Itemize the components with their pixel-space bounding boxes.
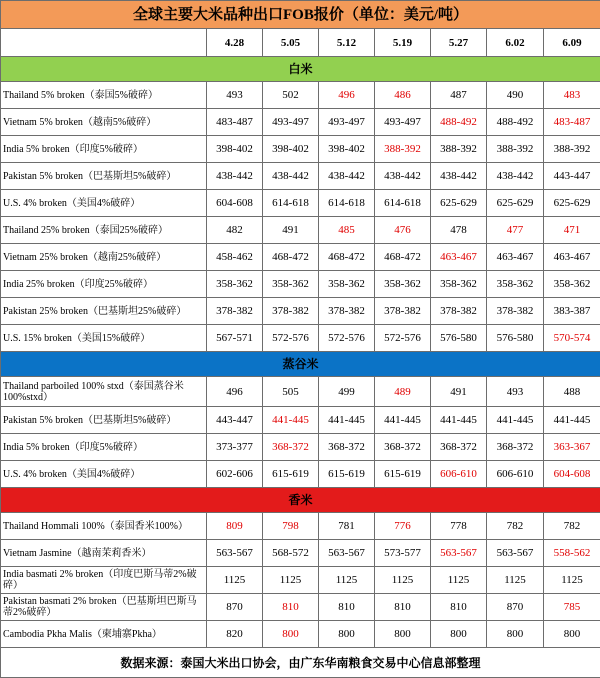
price-cell: 441-445 [544,407,600,434]
section-title: 香米 [1,488,600,513]
price-cell: 1125 [207,567,263,594]
price-cell: 800 [544,621,600,648]
price-cell: 563-567 [207,540,263,567]
price-cell: 496 [207,377,263,407]
price-cell: 378-382 [319,298,375,325]
price-cell: 563-567 [487,540,544,567]
rice-variety-label: Vietnam 25% broken（越南25%破碎） [1,244,207,271]
price-cell: 368-372 [263,434,319,461]
price-cell: 486 [375,82,431,109]
table-row [1,190,600,217]
section-title: 蒸谷米 [1,352,600,377]
price-cell: 810 [263,594,319,621]
date-header: 6.09 [544,29,600,57]
price-cell: 502 [263,82,319,109]
price-cell: 870 [207,594,263,621]
price-cell: 358-362 [263,271,319,298]
price-cell: 820 [207,621,263,648]
price-cell: 604-608 [207,190,263,217]
price-cell: 398-402 [207,136,263,163]
price-cell: 782 [487,513,544,540]
price-cell: 493-497 [319,109,375,136]
rice-variety-label: Pakistan 5% broken（巴基斯坦5%破碎） [1,163,207,190]
price-cell: 438-442 [319,163,375,190]
price-cell: 570-574 [544,325,600,352]
rice-variety-label: Pakistan 25% broken（巴基斯坦25%破碎） [1,298,207,325]
rice-variety-label: Thailand Hommali 100%（泰国香米100%） [1,513,207,540]
price-cell: 1125 [319,567,375,594]
table-title: 全球主要大米品种出口FOB报价（单位：美元/吨） [1,1,600,29]
price-cell: 1125 [544,567,600,594]
price-cell: 800 [487,621,544,648]
rice-variety-label: Thailand 25% broken（泰国25%破碎） [1,217,207,244]
price-cell: 1125 [487,567,544,594]
price-cell: 568-572 [263,540,319,567]
price-cell: 458-462 [207,244,263,271]
price-cell: 443-447 [544,163,600,190]
price-cell: 496 [319,82,375,109]
price-cell: 358-362 [319,271,375,298]
table-row [1,513,600,540]
price-cell: 358-362 [431,271,487,298]
price-cell: 468-472 [263,244,319,271]
price-cell: 358-362 [207,271,263,298]
price-cell: 1125 [431,567,487,594]
price-cell: 1125 [375,567,431,594]
price-cell: 499 [319,377,375,407]
price-cell: 1125 [263,567,319,594]
rice-variety-label: Pakistan basmati 2% broken（巴基斯坦巴斯马蒂2%破碎） [1,594,207,621]
price-cell: 441-445 [263,407,319,434]
table-row [1,461,600,488]
price-cell: 388-392 [375,136,431,163]
date-header: 5.12 [319,29,375,57]
price-cell: 572-576 [375,325,431,352]
price-cell: 441-445 [431,407,487,434]
price-cell: 614-618 [375,190,431,217]
price-cell: 810 [375,594,431,621]
price-cell: 483 [544,82,600,109]
date-header: 6.02 [487,29,544,57]
price-cell: 398-402 [263,136,319,163]
price-cell: 388-392 [544,136,600,163]
date-header: 5.27 [431,29,487,57]
price-cell: 778 [431,513,487,540]
table-row [1,109,600,136]
price-cell: 463-467 [487,244,544,271]
rice-variety-label: India 5% broken（印度5%破碎） [1,434,207,461]
section-title: 白米 [1,57,600,82]
price-cell: 463-467 [544,244,600,271]
date-header: 5.19 [375,29,431,57]
price-cell: 463-467 [431,244,487,271]
price-cell: 487 [431,82,487,109]
price-cell: 368-372 [487,434,544,461]
section-header-row [1,488,600,513]
price-cell: 438-442 [431,163,487,190]
price-cell: 602-606 [207,461,263,488]
rice-variety-label: Vietnam 5% broken（越南5%破碎） [1,109,207,136]
price-cell: 358-362 [375,271,431,298]
price-cell: 615-619 [375,461,431,488]
rice-variety-label: India 25% broken（印度25%破碎） [1,271,207,298]
rice-variety-label: Thailand parboiled 100% stxd（泰国蒸谷米100%stxd） [1,377,207,407]
price-cell: 363-367 [544,434,600,461]
rice-variety-label: India basmati 2% broken（印度巴斯马蒂2%破碎） [1,567,207,594]
price-cell: 368-372 [375,434,431,461]
price-cell: 604-608 [544,461,600,488]
price-cell: 558-562 [544,540,600,567]
table-row [1,621,600,648]
price-cell: 798 [263,513,319,540]
price-cell: 441-445 [375,407,431,434]
price-cell: 572-576 [319,325,375,352]
price-cell: 398-402 [319,136,375,163]
price-cell: 785 [544,594,600,621]
price-cell: 870 [487,594,544,621]
price-cell: 615-619 [263,461,319,488]
price-cell: 576-580 [487,325,544,352]
price-cell: 438-442 [487,163,544,190]
rice-variety-label: Cambodia Pkha Malis（柬埔寨Pkha） [1,621,207,648]
price-cell: 488-492 [487,109,544,136]
price-cell: 373-377 [207,434,263,461]
table-row [1,407,600,434]
price-cell: 809 [207,513,263,540]
table-row [1,163,600,190]
table-row [1,271,600,298]
price-cell: 378-382 [375,298,431,325]
price-cell: 800 [319,621,375,648]
price-cell: 505 [263,377,319,407]
price-cell: 383-387 [544,298,600,325]
price-cell: 810 [431,594,487,621]
price-cell: 438-442 [375,163,431,190]
table-row [1,540,600,567]
price-cell: 488-492 [431,109,487,136]
price-cell: 563-567 [319,540,375,567]
date-header: 5.05 [263,29,319,57]
price-cell: 493-497 [263,109,319,136]
price-cell: 468-472 [375,244,431,271]
price-cell: 483-487 [207,109,263,136]
price-cell: 478 [431,217,487,244]
price-cell: 483-487 [544,109,600,136]
rice-variety-label: Pakistan 5% broken（巴基斯坦5%破碎） [1,407,207,434]
section-header-row [1,57,600,82]
section-header-row [1,352,600,377]
table-row [1,567,600,594]
price-cell: 368-372 [431,434,487,461]
rice-variety-label: Thailand 5% broken（泰国5%破碎） [1,82,207,109]
price-cell: 606-610 [431,461,487,488]
price-cell: 378-382 [431,298,487,325]
price-cell: 477 [487,217,544,244]
table-row [1,594,600,621]
price-cell: 378-382 [207,298,263,325]
price-cell: 572-576 [263,325,319,352]
price-cell: 471 [544,217,600,244]
rice-variety-label: U.S. 4% broken（美国4%破碎） [1,461,207,488]
table-row [1,325,600,352]
price-cell: 567-571 [207,325,263,352]
table-row [1,244,600,271]
date-header: 4.28 [207,29,263,57]
price-cell: 614-618 [263,190,319,217]
price-cell: 576-580 [431,325,487,352]
price-cell: 781 [319,513,375,540]
price-cell: 489 [375,377,431,407]
price-cell: 625-629 [544,190,600,217]
price-cell: 563-567 [431,540,487,567]
price-cell: 378-382 [487,298,544,325]
price-cell: 606-610 [487,461,544,488]
price-cell: 388-392 [431,136,487,163]
price-cell: 782 [544,513,600,540]
price-cell: 368-372 [319,434,375,461]
price-cell: 388-392 [487,136,544,163]
table-row [1,298,600,325]
price-cell: 614-618 [319,190,375,217]
rice-variety-label: Vietnam Jasmine（越南茉莉香米） [1,540,207,567]
table-row [1,217,600,244]
table-row [1,136,600,163]
price-cell: 810 [319,594,375,621]
table-row [1,434,600,461]
price-cell: 358-362 [544,271,600,298]
price-cell: 625-629 [431,190,487,217]
price-cell: 800 [375,621,431,648]
rice-variety-label: U.S. 15% broken（美国15%破碎） [1,325,207,352]
table-row [1,377,600,407]
price-cell: 800 [431,621,487,648]
data-source-note: 数据来源：泰国大米出口协会，由广东华南粮食交易中心信息部整理 [1,648,600,678]
price-cell: 468-472 [319,244,375,271]
price-cell: 358-362 [487,271,544,298]
price-cell: 488 [544,377,600,407]
price-cell: 615-619 [319,461,375,488]
price-cell: 493 [207,82,263,109]
price-cell: 491 [263,217,319,244]
price-cell: 491 [431,377,487,407]
price-cell: 476 [375,217,431,244]
price-cell: 441-445 [487,407,544,434]
price-cell: 485 [319,217,375,244]
price-cell: 438-442 [207,163,263,190]
price-cell: 625-629 [487,190,544,217]
price-cell: 776 [375,513,431,540]
price-cell: 490 [487,82,544,109]
price-cell: 493 [487,377,544,407]
price-cell: 378-382 [263,298,319,325]
price-cell: 800 [263,621,319,648]
price-cell: 573-577 [375,540,431,567]
rice-variety-label: India 5% broken（印度5%破碎） [1,136,207,163]
footer-row [1,648,600,678]
price-cell: 443-447 [207,407,263,434]
price-cell: 493-497 [375,109,431,136]
price-cell: 482 [207,217,263,244]
price-cell: 438-442 [263,163,319,190]
table-row [1,82,600,109]
price-cell: 441-445 [319,407,375,434]
rice-variety-label: U.S. 4% broken（美国4%破碎） [1,190,207,217]
header-blank-cell [1,29,207,57]
